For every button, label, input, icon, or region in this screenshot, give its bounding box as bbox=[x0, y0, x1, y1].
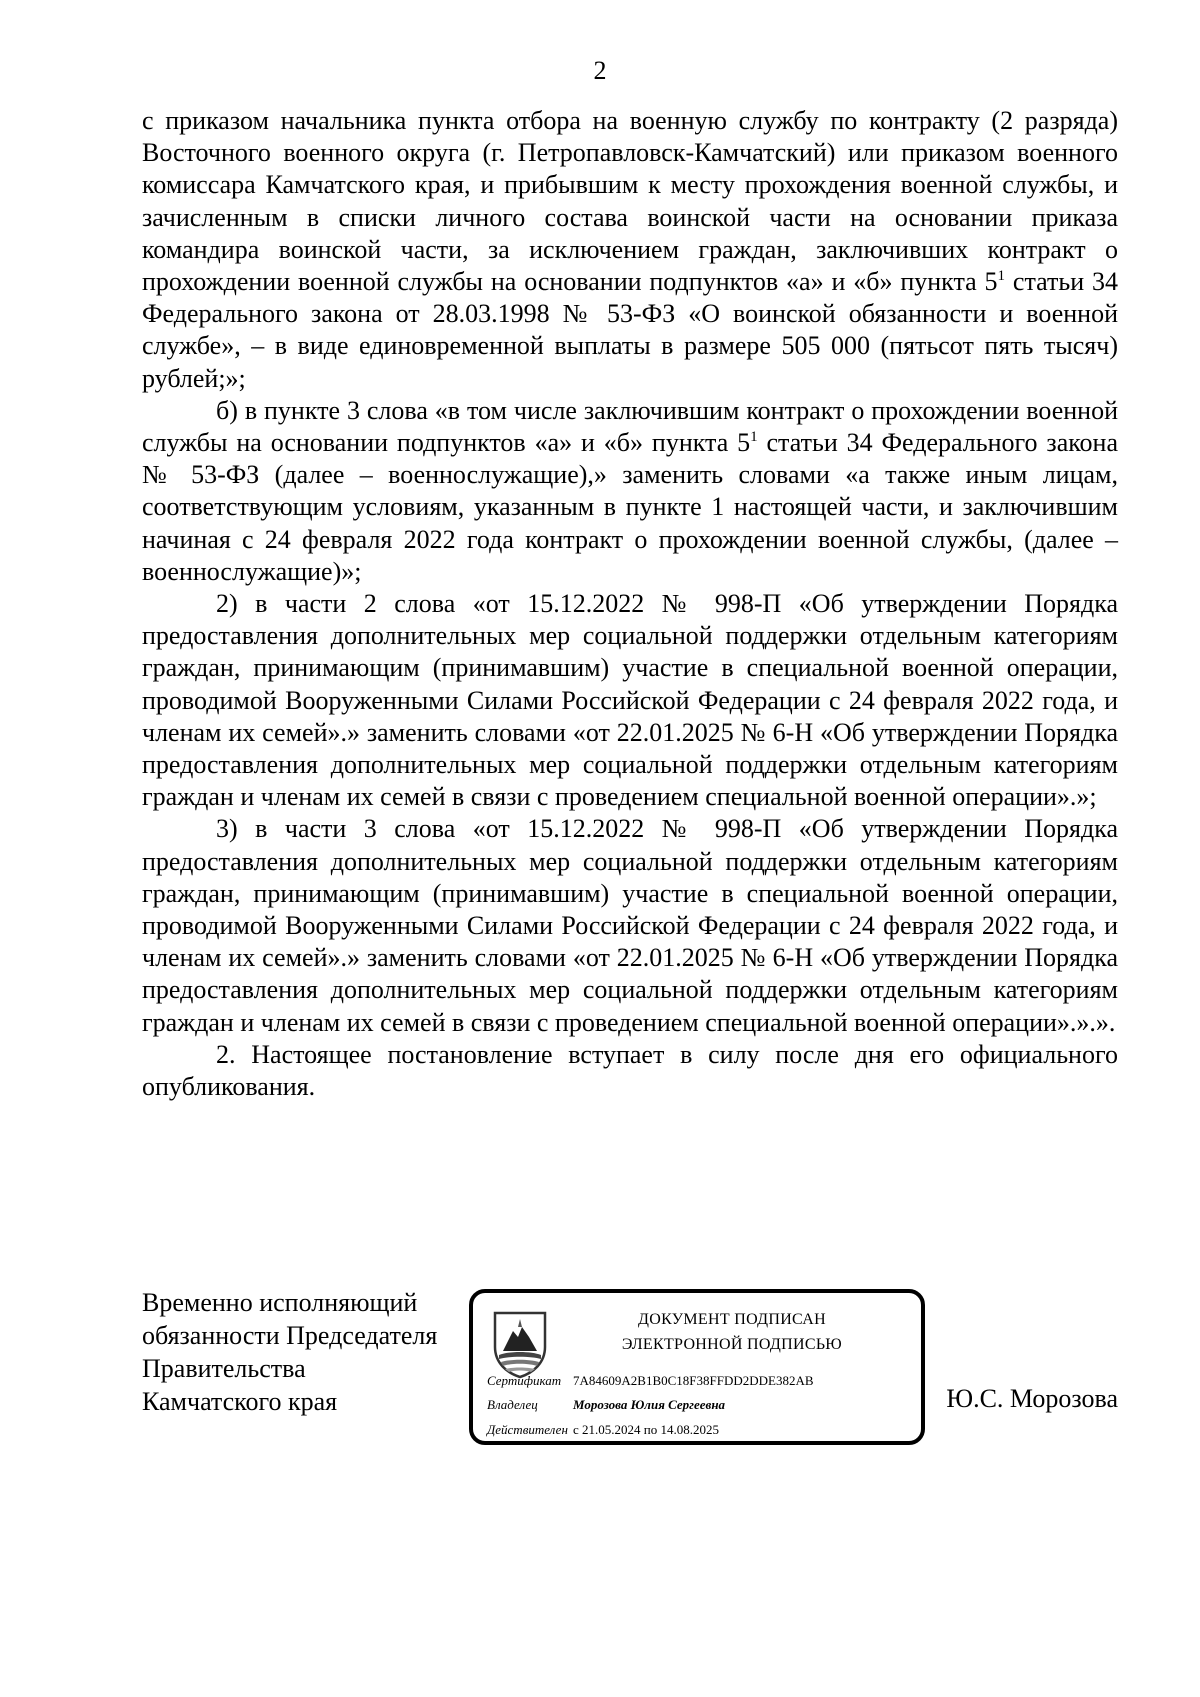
stamp-owner-row bbox=[487, 1397, 725, 1413]
validity-value: с 21.05.2024 по 14.08.2025 bbox=[573, 1422, 719, 1437]
paragraph-text: статьи 34 Федерального закона № 53-ФЗ (далее – военнослужащие),» заменить словами «а также иным лицам, соответствующим условиям, указанным в пункте 1 настоящей части, и заключившим начиная с 24 февраля 2022 года контракт о прохождении военной службы, (далее – военнослужащие)»; bbox=[142, 428, 1118, 586]
paragraph-item-3: 3) в части 3 слова «от 15.12.2022 № 998-П «Об утверждении Порядка предоставления дополнительных мер социальной поддержки отдельным категориям граждан, принимающим (принимавшим) участие в специальной военной операции, проводимой Вооруженными Силами Российской Федерации с 24 февраля 2022 года, и членам их семей».» заменить словами «от 22.01.2025 № 6-Н «Об утверждении Порядка предоставления дополнительных мер социальной поддержки отдельным категориям граждан и членам их семей в связи с проведением специальной военной операции».».». bbox=[142, 814, 1118, 1037]
certificate-value: 7A84609A2B1B0C18F38FFDD2DDE382AB bbox=[573, 1373, 814, 1388]
certificate-label: Сертификат bbox=[487, 1373, 562, 1388]
signature-title bbox=[142, 1286, 437, 1418]
stamp-certificate-row bbox=[487, 1373, 814, 1389]
validity-label: Действителен bbox=[487, 1422, 568, 1437]
electronic-signature-stamp bbox=[469, 1289, 925, 1445]
document-body bbox=[142, 105, 1118, 1103]
stamp-heading bbox=[553, 1307, 911, 1357]
signature-title-line: Правительства bbox=[142, 1354, 306, 1383]
paragraph-text: с приказом начальника пункта отбора на военную службу по контракту (2 разряда) Восточного военного округа (г. Петропавловск-Камчатский) или приказом военного комиссара Камчатского края, и прибывшим к месту прохождения военной службы, и зачисленным в списки личного состава воинской части на основании приказа командира воинской части, за исключением граждан, заключивших контракт о прохождении военной службы на основании подпунктов «а» и «б» пункта 5 bbox=[142, 106, 1118, 297]
paragraph-continuation bbox=[142, 105, 1118, 395]
kamchatka-coat-of-arms-icon bbox=[489, 1307, 551, 1379]
paragraph-item-2: 2) в части 2 слова «от 15.12.2022 № 998-П «Об утверждении Порядка предоставления дополнительных мер социальной поддержки отдельным категориям граждан, принимающим (принимавшим) участие в специальной военной операции, проводимой Вооруженными Силами Российской Федерации с 24 февраля 2022 года, и членам их семей».» заменить словами «от 22.01.2025 № 6-Н «Об утверждении Порядка предоставления дополнительных мер социальной поддержки отдельным категориям граждан и членам их семей в связи с проведением специальной военной операции».»; bbox=[142, 589, 1118, 812]
paragraph-effective-date: 2. Настоящее постановление вступает в силу после дня его официального опубликования. bbox=[142, 1039, 1118, 1102]
page-number: 2 bbox=[593, 56, 607, 85]
stamp-heading-line: ДОКУМЕНТ ПОДПИСАН bbox=[638, 1311, 826, 1328]
signature-title-line: обязанности Председателя bbox=[142, 1321, 438, 1350]
paragraph-text: б) в пункте 3 слова «в том числе заключившим контракт о прохождении военной службы на основании подпунктов «а» и «б» пункта 5 bbox=[142, 395, 1118, 458]
superscript: 1 bbox=[750, 429, 758, 446]
stamp-heading-line: ЭЛЕКТРОННОЙ ПОДПИСЬЮ bbox=[621, 1336, 843, 1353]
owner-value: Морозова Юлия Сергеевна bbox=[573, 1397, 726, 1412]
signer-name: Ю.С. Морозова bbox=[946, 1384, 1118, 1413]
signature-title-line: Камчатского края bbox=[142, 1387, 338, 1416]
stamp-validity-row bbox=[487, 1422, 719, 1438]
signature-title-line: Временно исполняющий bbox=[142, 1288, 418, 1317]
paragraph-text: статьи 34 Федерального закона от 28.03.1998 № 53-ФЗ «О воинской обязанности и военной службе», – в виде единовременной выплаты в размере 505 000 (пятьсот пять тысяч) рублей;»; bbox=[142, 267, 1118, 393]
paragraph-item-b bbox=[142, 395, 1118, 588]
owner-label: Владелец bbox=[487, 1397, 538, 1412]
superscript: 1 bbox=[997, 268, 1006, 285]
